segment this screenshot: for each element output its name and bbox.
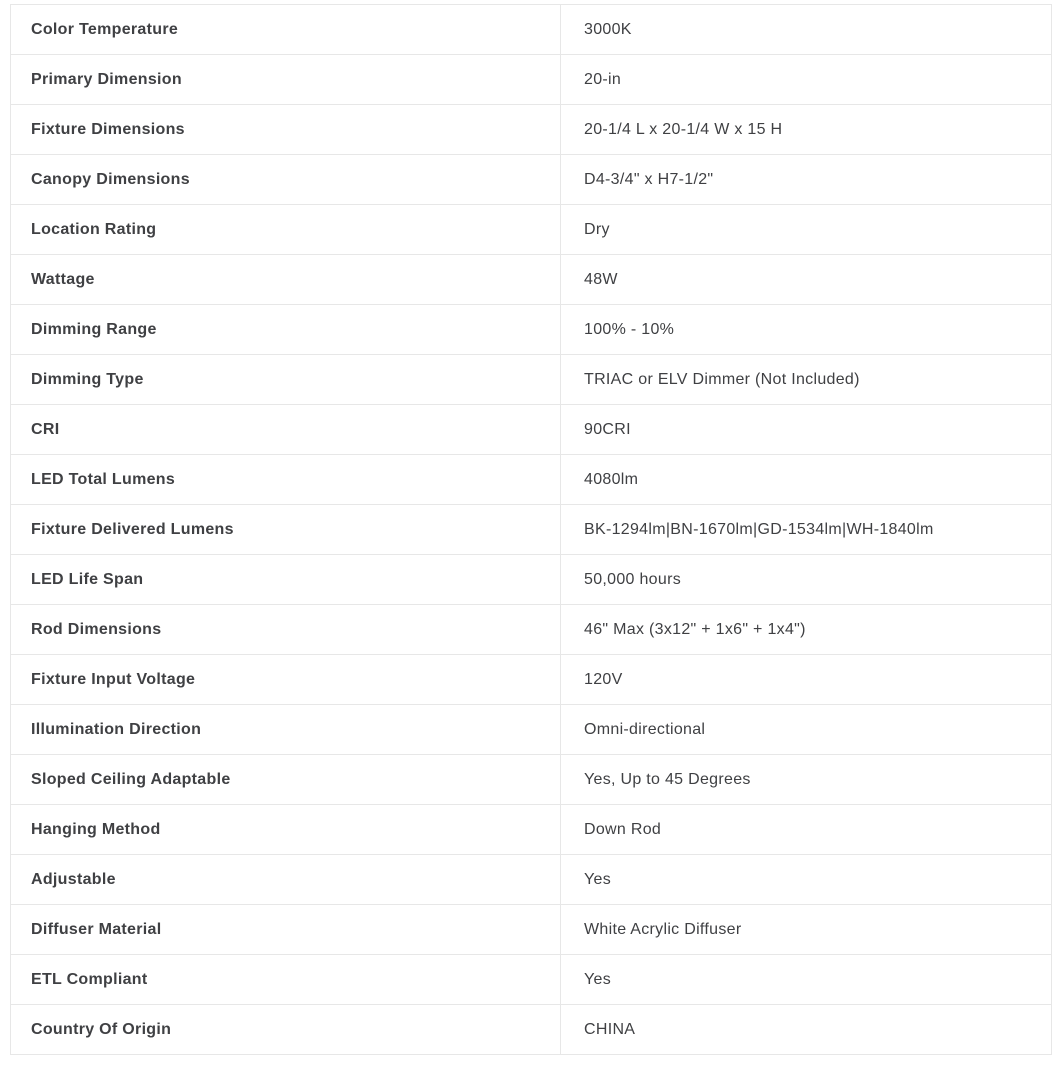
table-row [11,5,1052,55]
spec-label: Fixture Delivered Lumens [11,505,561,555]
spec-value: TRIAC or ELV Dimmer (Not Included) [561,355,1052,405]
spec-label: Color Temperature [11,5,561,55]
table-row [11,855,1052,905]
spec-value: 48W [561,255,1052,305]
table-row [11,555,1052,605]
spec-value: 20-in [561,55,1052,105]
spec-label: Fixture Input Voltage [11,655,561,705]
table-row [11,105,1052,155]
spec-value: Omni-directional [561,705,1052,755]
table-row [11,255,1052,305]
table-row [11,605,1052,655]
spec-label: Rod Dimensions [11,605,561,655]
spec-value: 50,000 hours [561,555,1052,605]
spec-label: Dimming Range [11,305,561,355]
table-row [11,755,1052,805]
table-row [11,205,1052,255]
spec-value: 100% - 10% [561,305,1052,355]
spec-value: Yes [561,855,1052,905]
spec-label: Fixture Dimensions [11,105,561,155]
spec-label: ETL Compliant [11,955,561,1005]
table-row [11,505,1052,555]
table-row [11,55,1052,105]
spec-label: Dimming Type [11,355,561,405]
spec-value: 90CRI [561,405,1052,455]
spec-value: 20-1/4 L x 20-1/4 W x 15 H [561,105,1052,155]
spec-label: Sloped Ceiling Adaptable [11,755,561,805]
spec-value: 4080lm [561,455,1052,505]
spec-label: Diffuser Material [11,905,561,955]
table-row [11,305,1052,355]
spec-value: Dry [561,205,1052,255]
spec-value: Yes [561,955,1052,1005]
table-row [11,155,1052,205]
table-row [11,405,1052,455]
table-row [11,1005,1052,1055]
spec-label: CRI [11,405,561,455]
table-row [11,455,1052,505]
spec-value: 120V [561,655,1052,705]
table-row [11,955,1052,1005]
spec-value: Yes, Up to 45 Degrees [561,755,1052,805]
spec-label: Illumination Direction [11,705,561,755]
table-row [11,805,1052,855]
table-row [11,705,1052,755]
spec-label: Wattage [11,255,561,305]
table-row [11,655,1052,705]
specifications-table-body [11,5,1052,1055]
spec-label: Country Of Origin [11,1005,561,1055]
spec-value: D4-3/4" x H7-1/2" [561,155,1052,205]
spec-value: 46" Max (3x12" + 1x6" + 1x4") [561,605,1052,655]
spec-label: LED Total Lumens [11,455,561,505]
table-row [11,355,1052,405]
spec-label: Primary Dimension [11,55,561,105]
spec-value: White Acrylic Diffuser [561,905,1052,955]
specifications-table [10,4,1052,1055]
spec-value: Down Rod [561,805,1052,855]
spec-label: Hanging Method [11,805,561,855]
spec-label: Adjustable [11,855,561,905]
spec-label: Location Rating [11,205,561,255]
spec-value: 3000K [561,5,1052,55]
spec-value: CHINA [561,1005,1052,1055]
spec-label: Canopy Dimensions [11,155,561,205]
spec-value: BK-1294lm|BN-1670lm|GD-1534lm|WH-1840lm [561,505,1052,555]
table-row [11,905,1052,955]
spec-label: LED Life Span [11,555,561,605]
